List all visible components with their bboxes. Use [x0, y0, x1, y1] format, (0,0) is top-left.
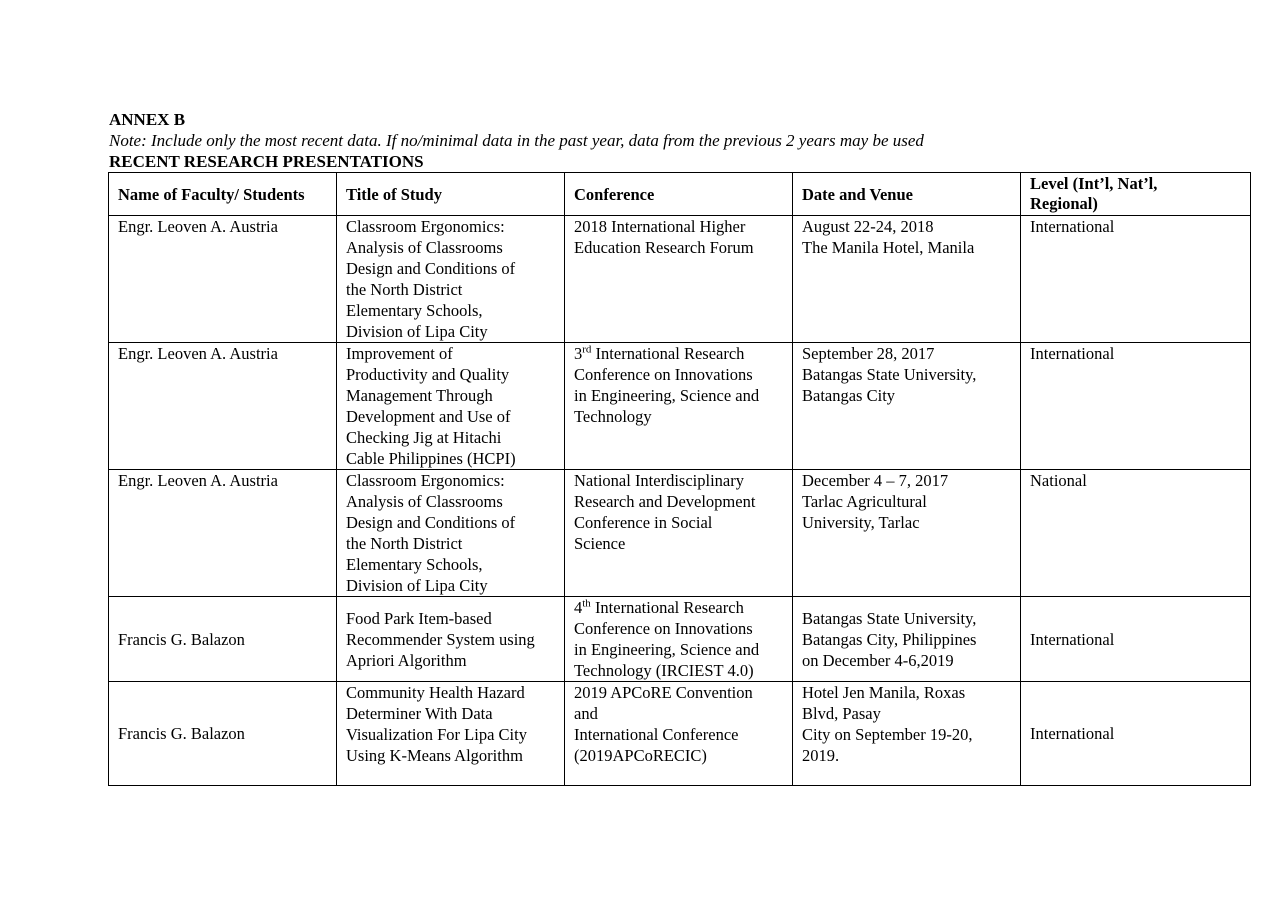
conference-line: Technology: [574, 407, 652, 426]
instruction-note: Note: Include only the most recent data. If no/minimal data in the past year, data from the previous 2 years may be used: [109, 131, 924, 150]
title-line: Design and Conditions of: [346, 259, 516, 278]
conference-line: (2019APCoRECIC): [574, 746, 707, 765]
conference-line: [574, 597, 783, 618]
date-venue-line: Blvd, Pasay: [802, 704, 881, 723]
title-line: Classroom Ergonomics:: [346, 217, 505, 236]
date-venue-line: University, Tarlac: [802, 513, 920, 532]
title-line: Productivity and Quality: [346, 365, 510, 384]
cell-level: National: [1021, 470, 1251, 597]
cell-conference: [565, 343, 793, 470]
date-venue-line: December 4 – 7, 2017: [802, 471, 949, 490]
conference-line: in Engineering, Science and: [574, 386, 760, 405]
header-title: Title of Study: [337, 173, 565, 216]
cell-conference: [565, 216, 793, 343]
ordinal-number: 4: [574, 598, 583, 617]
cell-conference: [565, 682, 793, 786]
cell-date-venue: [793, 597, 1021, 682]
date-venue-line: Batangas City: [802, 386, 896, 405]
ordinal-suffix: rd: [582, 343, 592, 356]
date-venue-line: Batangas City, Philippines: [802, 629, 977, 649]
title-line: Elementary Schools,: [346, 301, 483, 320]
table-row: [109, 682, 1251, 786]
date-venue-line: September 28, 2017: [802, 344, 935, 363]
date-venue-line: Batangas State University,: [802, 365, 977, 384]
conference-line: Education Research Forum: [574, 238, 754, 257]
conference-line: Science: [574, 534, 626, 553]
ordinal-suffix: th: [582, 597, 591, 610]
table-row: [109, 343, 1251, 470]
title-line: Analysis of Classrooms: [346, 492, 503, 511]
date-venue-line: The Manila Hotel, Manila: [802, 238, 975, 257]
cell-date-venue: [793, 682, 1021, 786]
conference-line: National Interdisciplinary: [574, 471, 744, 490]
title-line: Apriori Algorithm: [346, 650, 467, 670]
conference-line: [574, 343, 783, 364]
title-line: Improvement of: [346, 344, 453, 363]
header-level-line: Regional): [1030, 194, 1098, 213]
conference-line: Conference on Innovations: [574, 365, 753, 384]
cell-date-venue: [793, 343, 1021, 470]
cell-title: [337, 343, 565, 470]
date-venue-line: Hotel Jen Manila, Roxas: [802, 683, 966, 702]
cell-level: International: [1021, 597, 1251, 682]
title-line: Division of Lipa City: [346, 322, 488, 341]
date-venue-line: on December 4-6,2019: [802, 650, 954, 670]
cell-conference: [565, 597, 793, 682]
cell-name: Engr. Leoven A. Austria: [109, 470, 337, 597]
title-line: the North District: [346, 280, 463, 299]
conference-line: 2019 APCoRE Convention: [574, 683, 753, 702]
title-line: Checking Jig at Hitachi: [346, 428, 502, 447]
cell-title: [337, 597, 565, 682]
cell-name: Engr. Leoven A. Austria: [109, 343, 337, 470]
cell-name: Francis G. Balazon: [109, 597, 337, 682]
conference-line-text: International Research: [594, 598, 744, 617]
conference-line: in Engineering, Science and: [574, 640, 760, 659]
title-line: Visualization For Lipa City: [346, 725, 527, 744]
cell-title: [337, 216, 565, 343]
date-venue-line: Batangas State University,: [802, 608, 977, 628]
conference-line-text: International Research: [595, 344, 745, 363]
title-line: Analysis of Classrooms: [346, 238, 503, 257]
cell-level: International: [1021, 682, 1251, 786]
header-level: [1021, 173, 1251, 216]
cell-conference: [565, 470, 793, 597]
conference-line: 2018 International Higher: [574, 217, 746, 236]
cell-date-venue: [793, 216, 1021, 343]
annex-title: ANNEX B: [109, 110, 186, 129]
date-venue-line: 2019.: [802, 746, 840, 765]
research-presentations-table: [108, 172, 1251, 786]
header-conference: Conference: [565, 173, 793, 216]
cell-level: International: [1021, 343, 1251, 470]
header-name: Name of Faculty/ Students: [109, 173, 337, 216]
title-line: Determiner With Data: [346, 704, 493, 723]
title-line: Classroom Ergonomics:: [346, 471, 505, 490]
cell-title: [337, 470, 565, 597]
table-row: [109, 597, 1251, 682]
title-line: Development and Use of: [346, 407, 511, 426]
header-date-venue: Date and Venue: [793, 173, 1021, 216]
title-line: Using K-Means Algorithm: [346, 746, 523, 765]
cell-date-venue: [793, 470, 1021, 597]
conference-line: International Conference: [574, 725, 739, 744]
conference-line: and: [574, 704, 598, 723]
title-line: Management Through: [346, 386, 493, 405]
title-line: Design and Conditions of: [346, 513, 516, 532]
date-venue-line: Tarlac Agricultural: [802, 492, 927, 511]
title-line: Elementary Schools,: [346, 555, 483, 574]
section-title: RECENT RESEARCH PRESENTATIONS: [109, 152, 424, 171]
ordinal-number: 3: [574, 344, 583, 363]
cell-level: International: [1021, 216, 1251, 343]
conference-line: Technology (IRCIEST 4.0): [574, 661, 754, 680]
table-header-row: [109, 173, 1251, 216]
title-line: Community Health Hazard: [346, 683, 525, 702]
table-row: [109, 470, 1251, 597]
header-level-line: Level (Int’l, Nat’l,: [1030, 174, 1158, 193]
table-row: [109, 216, 1251, 343]
title-line: the North District: [346, 534, 463, 553]
title-line: Division of Lipa City: [346, 576, 488, 595]
conference-line: Conference in Social: [574, 513, 713, 532]
conference-line: Research and Development: [574, 492, 756, 511]
conference-line: Conference on Innovations: [574, 619, 753, 638]
cell-name: Engr. Leoven A. Austria: [109, 216, 337, 343]
title-line: Cable Philippines (HCPI): [346, 449, 516, 468]
date-venue-line: August 22-24, 2018: [802, 217, 934, 236]
title-line: Food Park Item-based: [346, 608, 492, 628]
date-venue-line: City on September 19-20,: [802, 725, 973, 744]
cell-name: Francis G. Balazon: [109, 682, 337, 786]
title-line: Recommender System using: [346, 629, 535, 649]
cell-title: [337, 682, 565, 786]
